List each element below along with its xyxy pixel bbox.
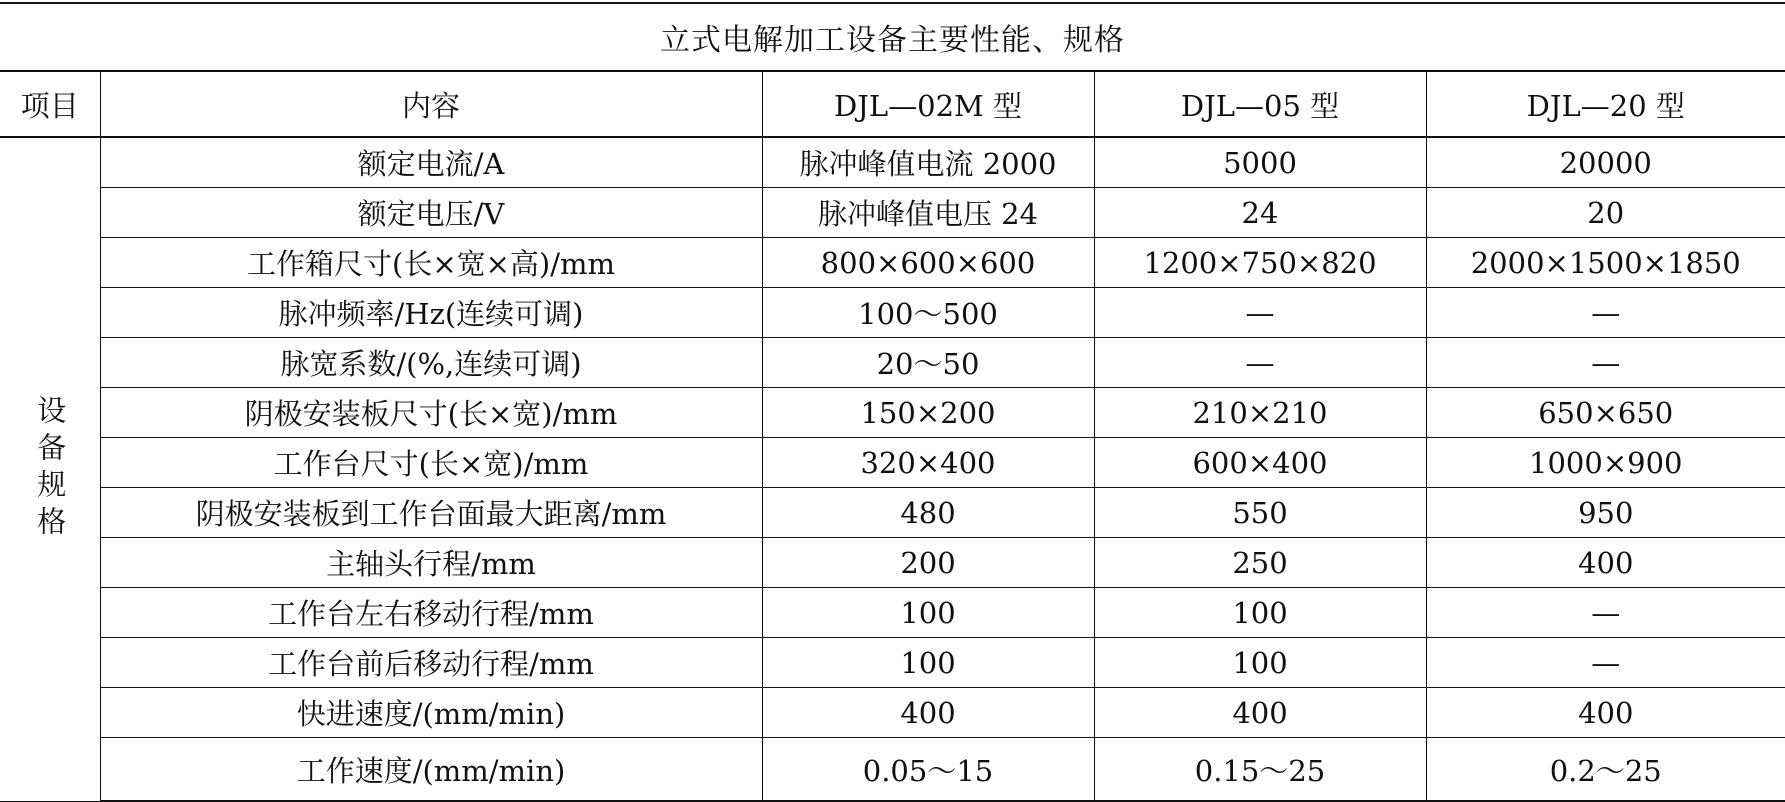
cell-djl-02m: 脉冲峰值电流 2000 [762, 137, 1094, 188]
header-djl-02m: DJL—02M 型 [762, 71, 1094, 137]
row-item: 额定电流/A [100, 137, 762, 188]
cell-djl-02m: 脉冲峰值电压 24 [762, 188, 1094, 238]
cell-djl-20: — [1426, 638, 1785, 688]
table-title: 立式电解加工设备主要性能、规格 [660, 23, 1125, 58]
table-row [0, 688, 1785, 738]
cell-djl-05: 210×210 [1094, 388, 1426, 438]
cell-djl-05: 24 [1094, 188, 1426, 238]
table-row [0, 538, 1785, 588]
cell-djl-20: — [1426, 288, 1785, 338]
row-item: 工作速度/(mm/min) [100, 738, 762, 802]
table-row [0, 188, 1785, 238]
table-row [0, 488, 1785, 538]
cell-djl-05: — [1094, 288, 1426, 338]
cell-djl-05: 250 [1094, 538, 1426, 588]
cell-djl-02m: 800×600×600 [762, 238, 1094, 288]
cell-djl-02m: 0.05～15 [762, 738, 1094, 802]
table-row [0, 288, 1785, 338]
cell-djl-20: 2000×1500×1850 [1426, 238, 1785, 288]
cell-djl-20: — [1426, 588, 1785, 638]
table-row [0, 588, 1785, 638]
table-row [0, 438, 1785, 488]
cell-djl-05: 0.15～25 [1094, 738, 1426, 802]
cell-djl-05: 600×400 [1094, 438, 1426, 488]
cell-djl-02m: 200 [762, 538, 1094, 588]
cell-djl-20: 0.2～25 [1426, 738, 1785, 802]
cell-djl-02m: 100 [762, 638, 1094, 688]
cell-djl-20: 400 [1426, 688, 1785, 738]
cell-djl-20: 950 [1426, 488, 1785, 538]
row-item: 额定电压/V [100, 188, 762, 238]
table-row [0, 638, 1785, 688]
cell-djl-05: 100 [1094, 588, 1426, 638]
cell-djl-05: 5000 [1094, 137, 1426, 188]
header-row [0, 71, 1785, 137]
table-row [0, 338, 1785, 388]
header-item: 项目 [0, 71, 100, 137]
cell-djl-02m: 100 [762, 588, 1094, 638]
cell-djl-02m: 150×200 [762, 388, 1094, 438]
cell-djl-05: 100 [1094, 638, 1426, 688]
cell-djl-02m: 100～500 [762, 288, 1094, 338]
row-item: 脉冲频率/Hz(连续可调) [100, 288, 762, 338]
spec-table [0, 70, 1785, 802]
row-item: 工作台左右移动行程/mm [100, 588, 762, 638]
cell-djl-20: 400 [1426, 538, 1785, 588]
header-content: 内容 [100, 71, 762, 137]
row-item: 快进速度/(mm/min) [100, 688, 762, 738]
cell-djl-20: 20000 [1426, 137, 1785, 188]
row-item: 工作台尺寸(长×宽)/mm [100, 438, 762, 488]
cell-djl-02m: 320×400 [762, 438, 1094, 488]
cell-djl-20: 20 [1426, 188, 1785, 238]
cell-djl-05: 1200×750×820 [1094, 238, 1426, 288]
table-row [0, 388, 1785, 438]
cell-djl-05: 400 [1094, 688, 1426, 738]
row-item: 阴极安装板尺寸(长×宽)/mm [100, 388, 762, 438]
cell-djl-05: 550 [1094, 488, 1426, 538]
group-label: 设备规格 [0, 137, 100, 801]
cell-djl-05: — [1094, 338, 1426, 388]
cell-djl-20: 650×650 [1426, 388, 1785, 438]
row-item: 脉宽系数/(%,连续可调) [100, 338, 762, 388]
header-djl-05: DJL—05 型 [1094, 71, 1426, 137]
row-item: 阴极安装板到工作台面最大距离/mm [100, 488, 762, 538]
cell-djl-02m: 20～50 [762, 338, 1094, 388]
table-row [0, 738, 1785, 802]
row-item: 工作箱尺寸(长×宽×高)/mm [100, 238, 762, 288]
cell-djl-20: 1000×900 [1426, 438, 1785, 488]
cell-djl-20: — [1426, 338, 1785, 388]
row-item: 工作台前后移动行程/mm [100, 638, 762, 688]
table-row [0, 137, 1785, 188]
table-row [0, 238, 1785, 288]
cell-djl-02m: 480 [762, 488, 1094, 538]
cell-djl-02m: 400 [762, 688, 1094, 738]
header-djl-20: DJL—20 型 [1426, 71, 1785, 137]
row-item: 主轴头行程/mm [100, 538, 762, 588]
